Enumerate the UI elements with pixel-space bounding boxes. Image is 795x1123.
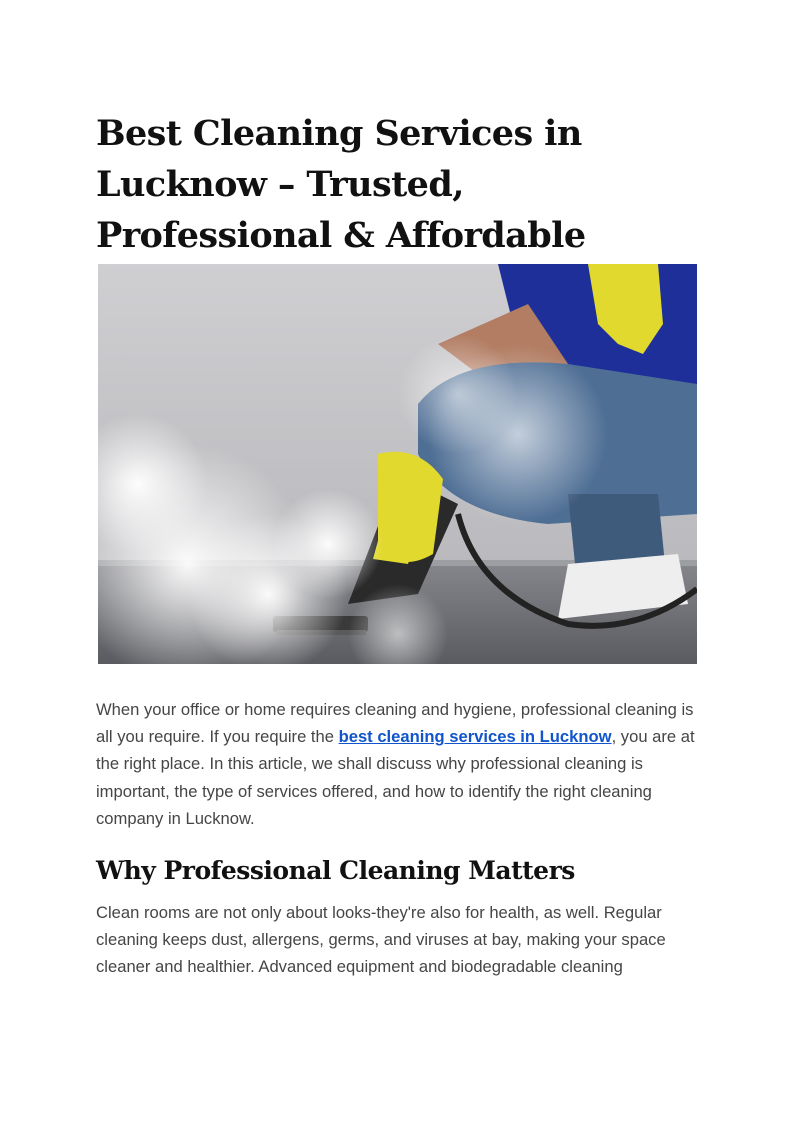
intro-text-before: When your office or home requires cleaning and hygiene, professional cleaning is all you require. If you require the [96,700,694,747]
hero-image [98,264,697,664]
article-title: Best Cleaning Services in Lucknow – Trusted, Professional & Affordable [96,113,586,256]
best-cleaning-services-link[interactable]: best cleaning services in Lucknow [338,727,612,747]
steam-cleaning-illustration [98,264,697,664]
section-paragraph: Clean rooms are not only about looks-they're also for health, as well. Regular cleaning keeps dust, allergens, germs, and viruses at bay, making your space cleaner and healthier. Advanced equipment and biodegradable cleaning [96,903,666,977]
intro-text-after: , you are at the right place. In this article, we shall discuss why professional cleaning is important, the type of services offered, and how to identify the right cleaning company in Lucknow. [96,727,695,828]
section-heading: Why Professional Cleaning Matters [96,856,575,885]
intro-paragraph [96,696,706,832]
